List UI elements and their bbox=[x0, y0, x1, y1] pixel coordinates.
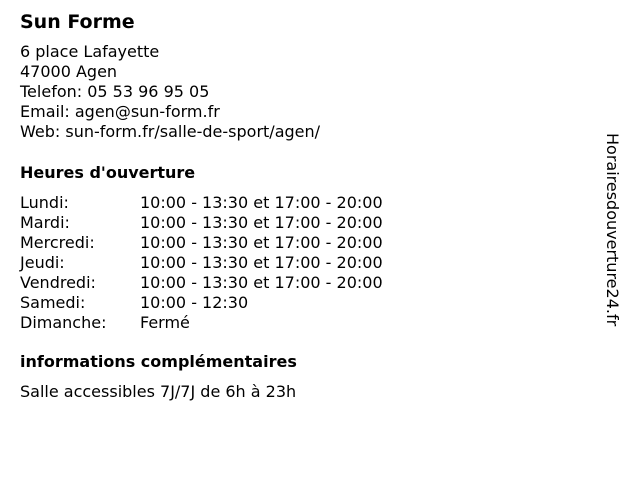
info-heading: informations complémentaires bbox=[20, 352, 297, 371]
hours-time: 10:00 - 13:30 et 17:00 - 20:00 bbox=[140, 213, 383, 232]
info-text: Salle accessibles 7J/7J de 6h à 23h bbox=[20, 382, 297, 401]
hours-day: Lundi: bbox=[20, 193, 69, 212]
address-street: 6 place Lafayette bbox=[20, 42, 160, 61]
business-name: Sun Forme bbox=[20, 11, 135, 33]
email-address: Email: agen@sun-form.fr bbox=[20, 102, 220, 121]
website: Web: sun-form.fr/salle-de-sport/agen/ bbox=[20, 122, 321, 141]
hours-time: 10:00 - 12:30 bbox=[140, 293, 249, 312]
hours-day: Jeudi: bbox=[20, 253, 65, 272]
site-watermark: Horairesdouverture24.fr bbox=[603, 133, 622, 327]
hours-heading: Heures d'ouverture bbox=[20, 163, 196, 182]
hours-time: 10:00 - 13:30 et 17:00 - 20:00 bbox=[140, 273, 383, 292]
hours-time: 10:00 - 13:30 et 17:00 - 20:00 bbox=[140, 193, 383, 212]
hours-table bbox=[20, 193, 600, 333]
hours-row-samedi bbox=[20, 293, 600, 313]
hours-day: Mercredi: bbox=[20, 233, 95, 252]
hours-time: Fermé bbox=[140, 313, 190, 332]
hours-row-dimanche bbox=[20, 313, 600, 333]
hours-row-jeudi bbox=[20, 253, 600, 273]
hours-time: 10:00 - 13:30 et 17:00 - 20:00 bbox=[140, 233, 383, 252]
hours-row-mardi bbox=[20, 213, 600, 233]
hours-day: Mardi: bbox=[20, 213, 70, 232]
hours-row-lundi bbox=[20, 193, 600, 213]
hours-row-vendredi bbox=[20, 273, 600, 293]
address-city: 47000 Agen bbox=[20, 62, 118, 81]
hours-day: Samedi: bbox=[20, 293, 86, 312]
business-card bbox=[20, 10, 600, 402]
hours-day: Dimanche: bbox=[20, 313, 107, 332]
contact-block bbox=[20, 42, 600, 142]
hours-day: Vendredi: bbox=[20, 273, 96, 292]
phone-number: Telefon: 05 53 96 95 05 bbox=[20, 82, 210, 101]
hours-row-mercredi bbox=[20, 233, 600, 253]
hours-time: 10:00 - 13:30 et 17:00 - 20:00 bbox=[140, 253, 383, 272]
